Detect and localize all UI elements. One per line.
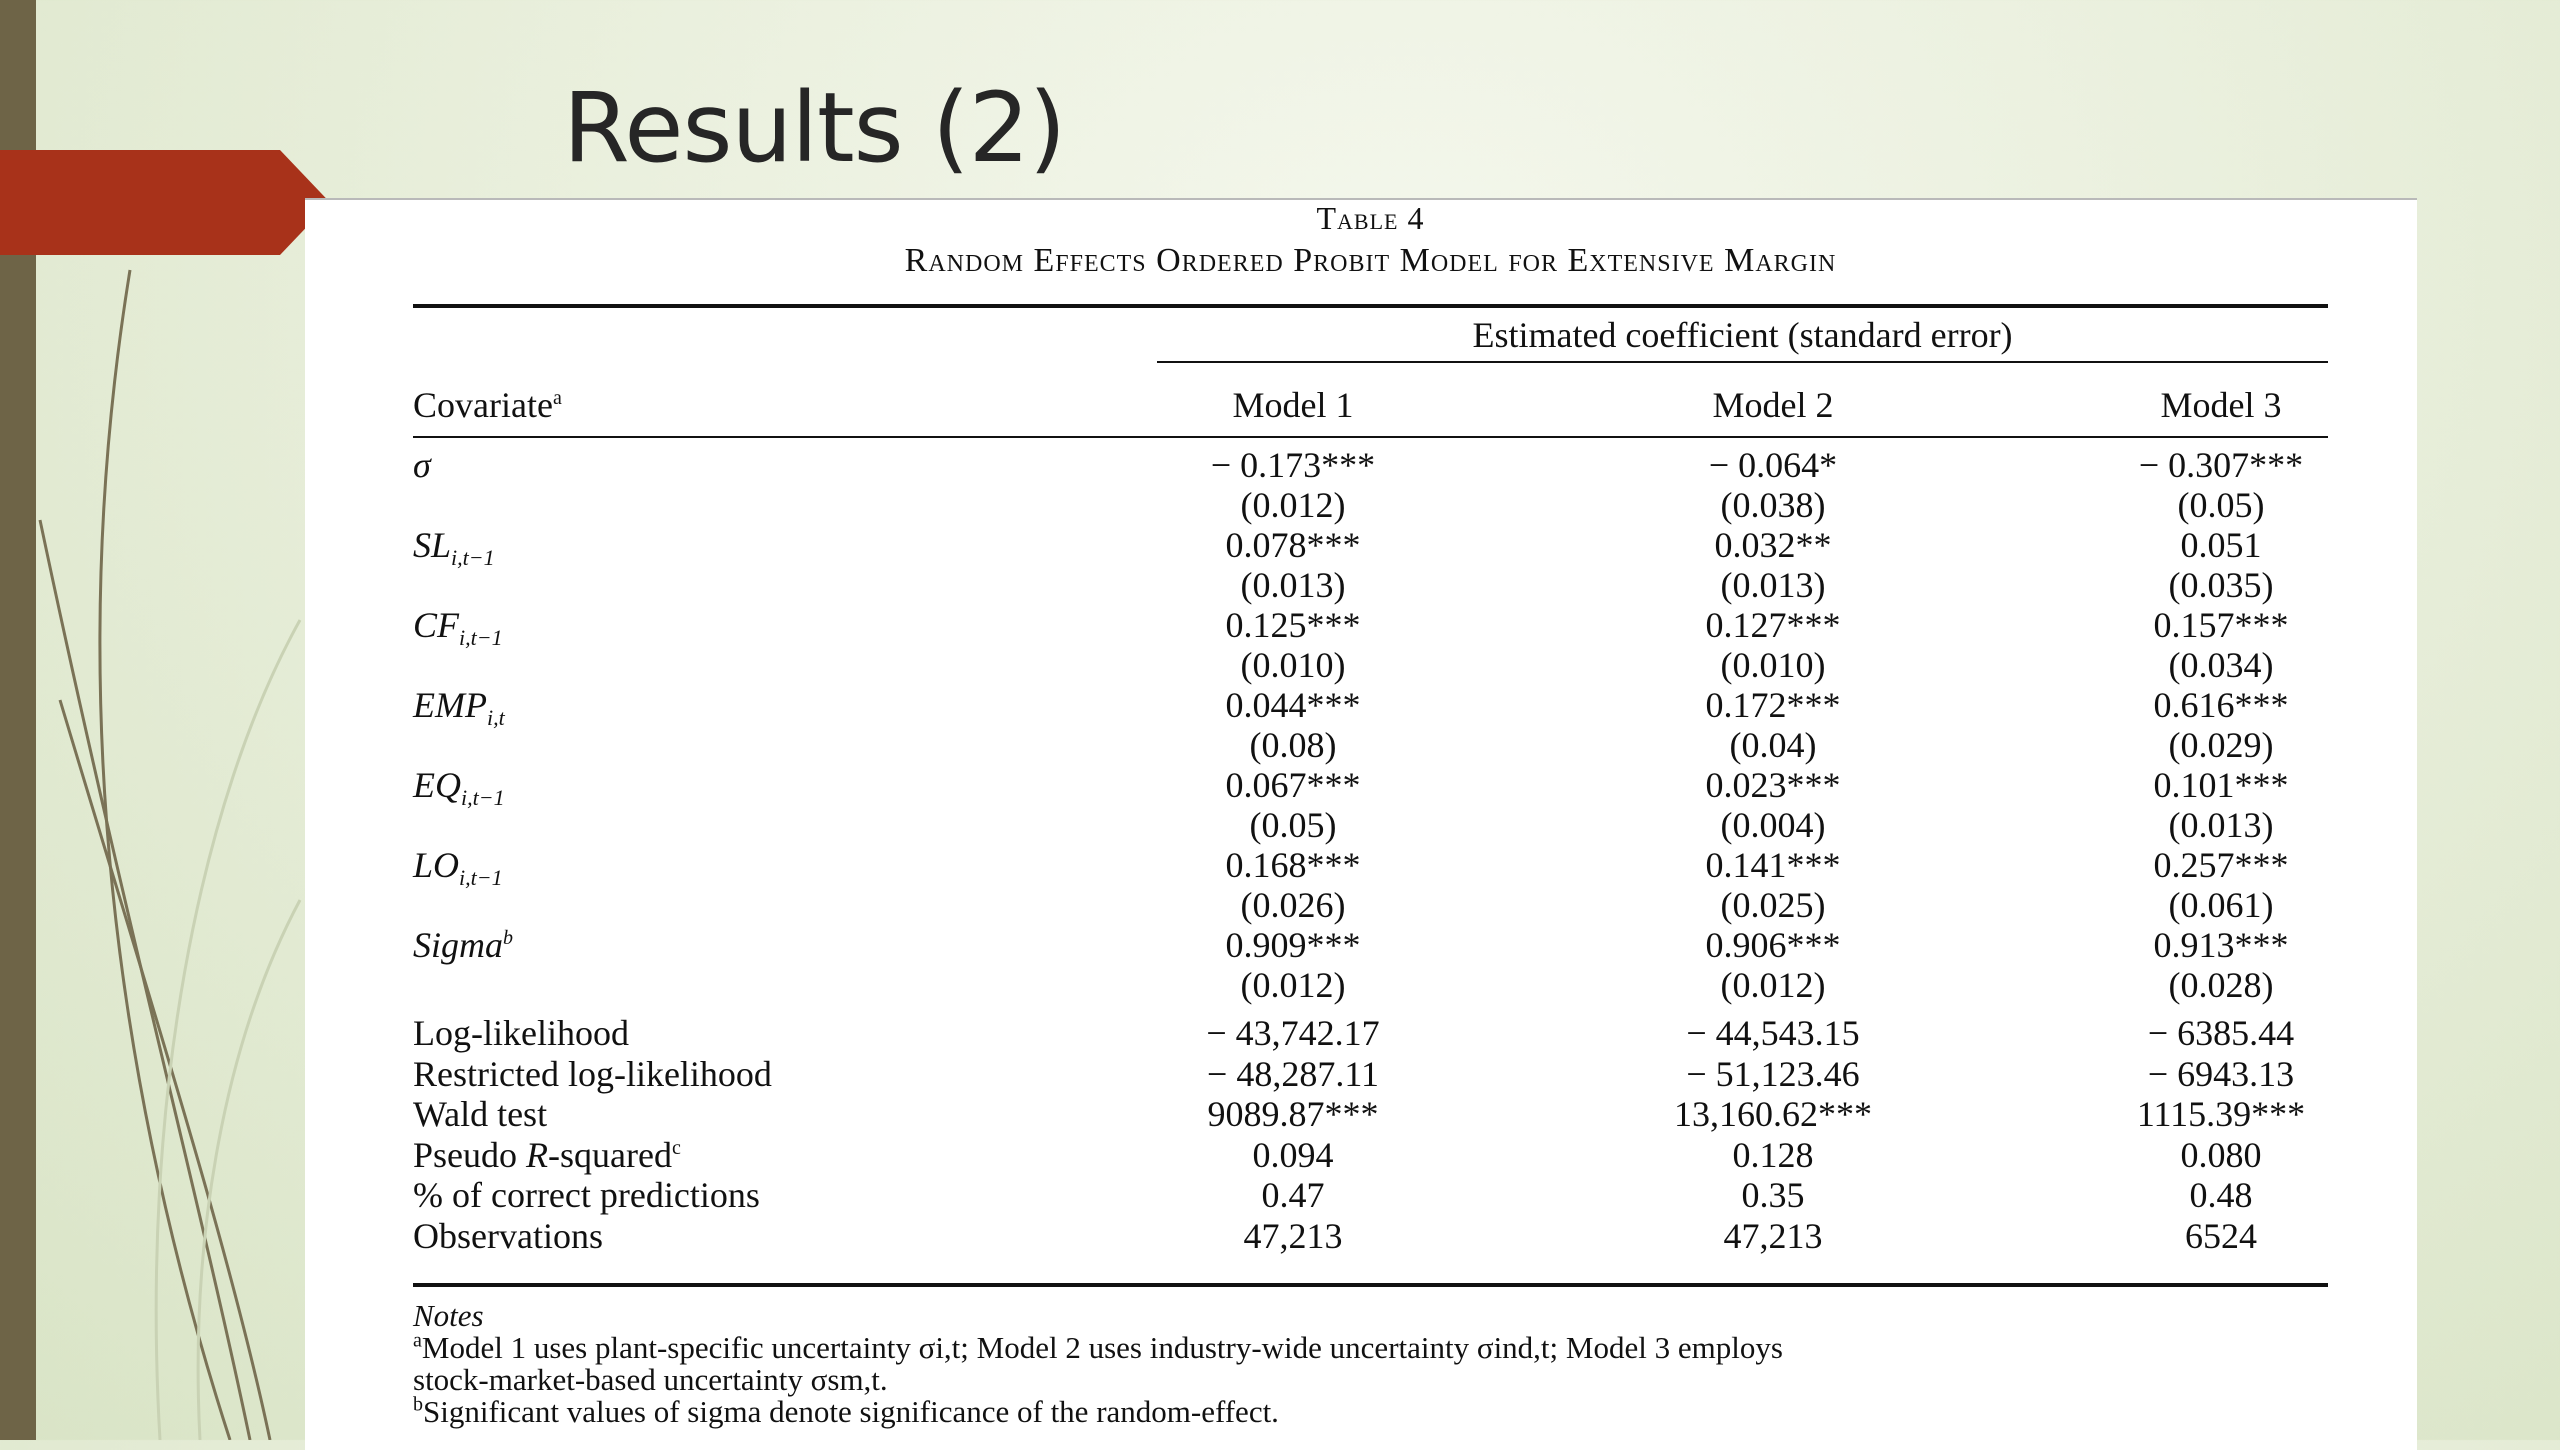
std-error-cell: (0.013) — [1240, 565, 1346, 605]
statistic-cell: 0.094 — [1252, 1134, 1334, 1175]
std-error-cell: (0.035) — [2168, 565, 2274, 605]
std-error-cell: (0.012) — [1240, 485, 1346, 525]
coefficient-cell: 0.168*** — [1225, 845, 1361, 885]
slide-title: Results (2) — [563, 72, 1066, 184]
statistic-label: Restricted log-likelihood — [413, 1053, 772, 1094]
statistic-cell: − 6385.44 — [2147, 1013, 2295, 1053]
coefficient-cell: 0.051 — [2180, 525, 2262, 565]
coefficient-cell: 0.127*** — [1705, 605, 1841, 645]
std-error-cell: (0.029) — [2168, 725, 2274, 765]
std-error-cell: (0.05) — [2177, 485, 2265, 525]
coefficient-cell: 0.141*** — [1705, 845, 1841, 885]
covariate-label: σ — [413, 445, 431, 485]
header-rule — [413, 436, 2328, 438]
statistic-cell: − 6943.13 — [2147, 1053, 2295, 1094]
covariate-label: $EQ_{i,t-1}$ — [413, 765, 505, 811]
statistic-cell: 13,160.62*** — [1674, 1094, 1872, 1134]
statistic-label: Log-likelihood — [413, 1013, 629, 1053]
table-notes — [413, 1300, 2328, 1428]
coefficient-cell: 0.023*** — [1705, 765, 1841, 805]
std-error-cell: (0.013) — [1720, 565, 1826, 605]
coefficient-cell: 0.157*** — [2153, 605, 2289, 645]
statistic-label: Wald test — [413, 1094, 548, 1134]
table-caption: Table 4 — [1316, 200, 1425, 236]
std-error-cell: (0.038) — [1720, 485, 1826, 525]
std-error-cell: (0.004) — [1720, 805, 1826, 845]
std-error-cell: (0.010) — [1240, 645, 1346, 685]
statistic-cell: 1115.39*** — [2136, 1094, 2306, 1134]
coefficient-cell: − 0.173*** — [1210, 445, 1376, 485]
title-accent-tab — [0, 150, 330, 255]
statistic-cell: − 44,543.15 — [1686, 1013, 1860, 1053]
coefficient-cell: 0.044*** — [1225, 685, 1361, 725]
coefficient-cell: 0.032** — [1714, 525, 1832, 565]
column-header-model-3: Model 3 — [2160, 385, 2282, 425]
coefficient-cell: 0.616*** — [2153, 685, 2289, 725]
coefficient-cell: 0.913*** — [2153, 925, 2289, 965]
statistic-cell: 9089.87*** — [1207, 1094, 1379, 1134]
statistic-label: % of correct predictions — [413, 1175, 760, 1215]
statistic-cell: 0.35 — [1741, 1175, 1805, 1215]
statistic-cell: − 43,742.17 — [1206, 1013, 1380, 1053]
note-b: $^b$Significant values of sigma denote significance of the random-effect. — [413, 1393, 1279, 1429]
coefficient-cell: 0.101*** — [2153, 765, 2289, 805]
coefficient-cell: 0.078*** — [1225, 525, 1361, 565]
covariate-label: $LO_{i,t-1}$ — [413, 845, 503, 891]
note-a-continued: stock-market-based uncertainty σsm,t. — [413, 1362, 888, 1397]
column-header-model-1: Model 1 — [1232, 385, 1354, 425]
coefficient-cell: 0.172*** — [1705, 685, 1841, 725]
std-error-cell: (0.034) — [2168, 645, 2274, 685]
covariate-header: Covariate$^a$ — [413, 385, 562, 425]
table-bottom-rule — [413, 1283, 2328, 1287]
statistic-cell: 47,213 — [1243, 1215, 1343, 1256]
std-error-cell: (0.012) — [1240, 965, 1346, 1005]
coefficient-cell: 0.257*** — [2153, 845, 2289, 885]
column-header-model-2: Model 2 — [1712, 385, 1834, 425]
std-error-cell: (0.061) — [2168, 885, 2274, 925]
std-error-cell: (0.012) — [1720, 965, 1826, 1005]
std-error-cell: (0.05) — [1249, 805, 1337, 845]
statistic-cell: 47,213 — [1723, 1215, 1823, 1256]
coefficient-cell: 0.125*** — [1225, 605, 1361, 645]
statistic-cell: − 51,123.46 — [1686, 1053, 1860, 1094]
statistic-cell: 0.47 — [1261, 1175, 1325, 1215]
statistic-cell: 0.48 — [2189, 1175, 2253, 1215]
std-error-cell: (0.028) — [2168, 965, 2274, 1005]
table-image-panel — [305, 198, 2417, 1450]
spanning-header: Estimated coefficient (standard error) — [1472, 315, 2013, 355]
covariate-label: $SL_{i,t-1}$ — [413, 525, 495, 571]
statistic-cell: 0.080 — [2180, 1134, 2262, 1175]
coefficient-cell: 0.067*** — [1225, 765, 1361, 805]
coefficient-cell: 0.906*** — [1705, 925, 1841, 965]
std-error-cell: (0.08) — [1249, 725, 1337, 765]
coefficient-cell: − 0.307*** — [2138, 445, 2304, 485]
statistic-cell: 6524 — [2185, 1215, 2257, 1256]
std-error-cell: (0.013) — [2168, 805, 2274, 845]
covariate-label: $CF_{i,t-1}$ — [413, 605, 503, 651]
statistic-label: Observations — [413, 1215, 603, 1256]
statistic-cell: 0.128 — [1732, 1134, 1814, 1175]
statistic-label: Pseudo R-squared$^c$ — [413, 1134, 681, 1175]
coefficient-cell: 0.909*** — [1225, 925, 1361, 965]
std-error-cell: (0.025) — [1720, 885, 1826, 925]
table-subtitle: Random Effects Ordered Probit Model for Extensive Margin — [904, 242, 1837, 279]
table-top-rule — [413, 304, 2328, 308]
coefficient-cell: − 0.064* — [1708, 445, 1838, 485]
std-error-cell: (0.010) — [1720, 645, 1826, 685]
covariate-label: Sigma$^b$ — [413, 925, 513, 965]
std-error-cell: (0.04) — [1729, 725, 1817, 765]
statistic-cell: − 48,287.11 — [1207, 1053, 1379, 1094]
covariate-label: $EMP_{i,t}$ — [413, 685, 505, 731]
std-error-cell: (0.026) — [1240, 885, 1346, 925]
note-a: $^a$Model 1 uses plant-specific uncertainty σi,t; Model 2 uses industry-wide uncertainty σind,t; Model 3 employs — [413, 1329, 1783, 1365]
spanning-header-rule — [1157, 361, 2328, 363]
notes-heading: Notes — [413, 1298, 484, 1333]
